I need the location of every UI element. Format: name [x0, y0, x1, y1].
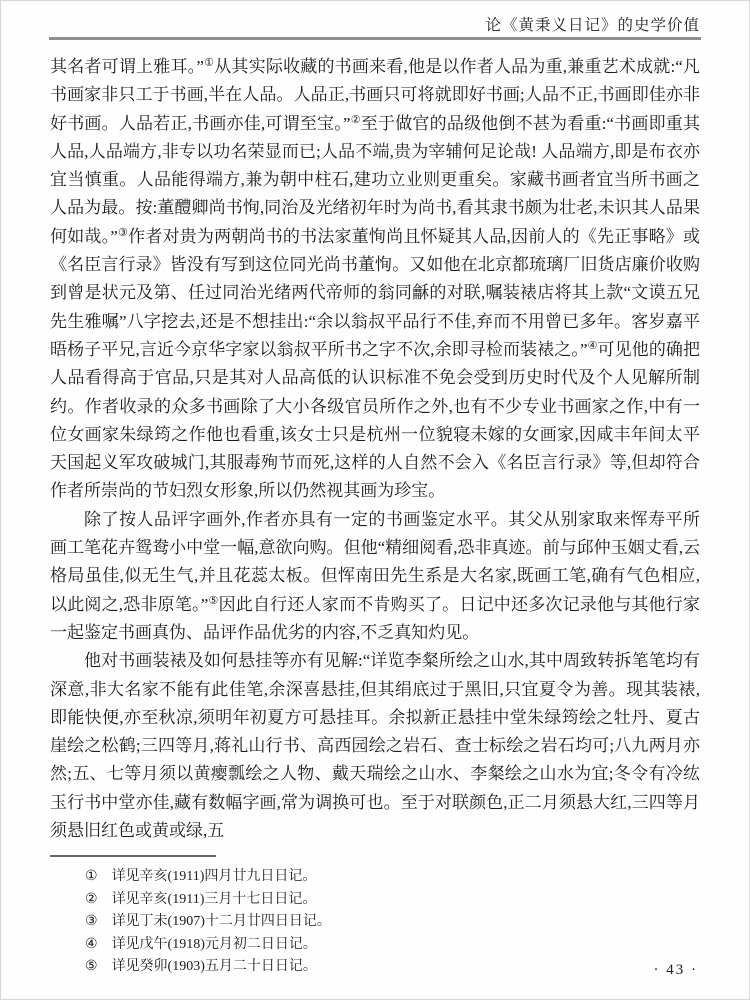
footnote-marker: ③ [117, 226, 129, 239]
footnote-marker: ① [203, 57, 215, 69]
footnote-separator [50, 855, 216, 857]
footnote-item-text: 详见戊午(1918)元月初二日日记。 [111, 936, 317, 952]
footnote-marker: ④ [587, 339, 598, 352]
paragraph: 除了按人品评字画外,作者亦具有一定的书画鉴定水平。其父从别家取来恽寿平所画工笔花卉鸳鸯小中堂一幅,意欲向购。但他“精细阅看,恐非真迹。前与邱仲玉姻丈看,云格局虽佳,似无生气,并且花蕊太板。但恽南田先生系是大名家,既画工笔,确有气色相应,以此阅之,恐非原笔。”⑤因此自行还人家而不肯购买了。日记中还多次记录他与其他行家一起鉴定书画真伪、品评作品优劣的内容,不乏真知灼见。 [50, 509, 700, 642]
paragraph: 他对书画装裱及如何悬挂等亦有见解:“详览李粲所绘之山水,其中周致转拆笔笔均有深意,非大名家不能有此佳笔,余深喜悬挂,但其绢底过于黑旧,只宜夏令为善。现其装裱,即能快便,亦至秋凉,须明年初夏方可悬挂耳。余拟新正悬挂中堂朱绿筠绘之牡丹、夏古崖绘之松鹤;三四等月,蒋礼山行书、高西园绘之岩石、查士标绘之岩石均可;八九两月亦然;五、七等月须以黄瘿瓢绘之人物、戴天瑞绘之山水、李粲绘之山水为宜;冬令有冷纮玉行书中堂亦佳,藏有数幅字画,常为调换可也。至于对联颜色,正二月须悬大红,三四等月须悬旧红色或黄或绿,五 [50, 651, 700, 841]
page-number: · 43 · [653, 962, 698, 978]
header-rule [49, 37, 701, 40]
footnote-item [85, 866, 700, 889]
footnote-item-text: 详见癸卯(1903)五月二十日日记。 [111, 959, 317, 975]
footnote-marker: ⑤ [208, 594, 219, 607]
footnote-item-text: 详见丁未(1907)十二月廿四日日记。 [111, 914, 331, 930]
footnote-item-marker: ⑤ [85, 959, 98, 975]
footnote-marker: ② [350, 113, 361, 126]
footnote-item-marker: ④ [85, 936, 98, 952]
running-head-title: 论《黄秉义日记》的史学价值 [485, 17, 700, 34]
footnote-item-text: 详见辛亥(1911)四月廿九日日记。 [111, 869, 317, 884]
footnote-item [85, 889, 700, 912]
footnote-item-marker: ③ [85, 914, 98, 930]
footnote-item-marker: ② [85, 891, 98, 907]
footnote-item-marker: ① [85, 869, 98, 884]
footnote-item-text: 详见辛亥(1911)三月十七日日记。 [111, 891, 317, 907]
paragraph: 其名者可谓上雅耳。”①从其实际收藏的书画来看,他是以作者人品为重,兼重艺术成就:“凡书画家非只工于书画,半在人品。人品正,书画只可将就即好书画;人品不正,书画即佳亦非好书画。人品若正,书画亦佳,可谓至宝。”②至于做官的品级他倒不甚为看重:“书画即重其人品,人品端方,非专以功名荣显而已;人品不端,贵为宰辅何足论哉! 人品端方,即是布衣亦宜当慎重。人品能得端方,兼为朝中柱石,建功立业则更重矣。家藏书画者宜当所书画之人品为最。按:董醴卿尚书恂,同治及光绪初年时为尚书,看其隶书颇为壮老,未识其人品果何如哉。”③作者对贵为两朝尚书的书法家董恂尚且怀疑其人品,因前人的《先正事略》或《名臣言行录》皆没有写到这位同光尚书董恂。又如他在北京都琉璃厂旧货店廉价收购到曾是状元及第、任过同治光绪两代帝师的翁同龢的对联,嘱装裱店将其上款“文谟五兄先生雅嘱”八字挖去,还是不想挂出:“余以翁叔平品行不佳,弃而不用曾已多年。客岁嘉平晤杨子平兄,言近今京华字家以翁叔平所书之字不次,余即寻检而装裱之。”④可见他的确把人品看得高于官品,只是其对人品高低的认识标准不免会受到历史时代及个人见解所制约。作者收录的众多书画除了大小各级官员所作之外,也有不少专业书画家之作,中有一位女画家朱绿筠之作他也看重,该女士只是杭州一位貌寝未嫁的女画家,因咸丰年间太平天国起义军攻破城门,其服毒殉节而死,这样的人自然不会入《名臣言行录》等,但却符合作者所崇尚的节妇烈女形象,所以仍然视其画为珍宝。 [50, 57, 700, 501]
footnote-list [85, 866, 700, 979]
footnote-item [85, 911, 700, 934]
footnote-item [85, 956, 700, 979]
footnote-item [85, 934, 700, 957]
article-body [50, 53, 700, 845]
